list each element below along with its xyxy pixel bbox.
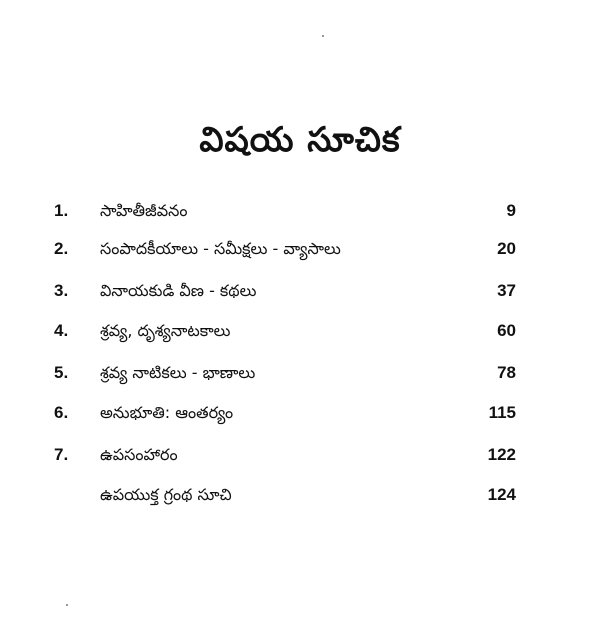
toc-label: వినాయకుడి వీణ - కథలు <box>100 281 257 300</box>
toc-page-number: 122 <box>487 445 516 464</box>
scan-speck <box>66 604 68 606</box>
toc-label: ఉపయుక్త గ్రంథ సూచి <box>100 485 232 504</box>
toc-page-number: 37 <box>497 281 516 300</box>
scan-speck <box>322 35 324 37</box>
toc-number: 3. <box>54 281 69 300</box>
toc-label: ఉపసంహారం <box>100 445 178 464</box>
toc-row <box>0 316 600 346</box>
toc-row <box>0 196 600 226</box>
toc-label: అనుభూతి: ఆంతర్యం <box>100 403 234 422</box>
page-title: విషయ సూచిక <box>199 120 401 160</box>
toc-page-number: 115 <box>488 403 516 422</box>
toc-label: సాహితీజీవనం <box>100 201 188 220</box>
toc-number: 1. <box>54 201 69 220</box>
toc-number: 6. <box>54 403 69 422</box>
toc-page-number: 20 <box>497 239 516 258</box>
toc-label: శ్రవ్య, దృశ్యనాటకాలు <box>100 321 231 340</box>
toc-row <box>0 440 600 470</box>
toc-row <box>0 234 600 264</box>
toc-page-number: 78 <box>497 363 516 382</box>
toc-row <box>0 398 600 428</box>
toc-number: 5. <box>54 363 69 382</box>
toc-number: 7. <box>54 445 69 464</box>
toc-page-number: 124 <box>487 485 516 504</box>
toc-page-number: 60 <box>497 321 516 340</box>
toc-number: 4. <box>54 321 69 340</box>
toc-page-number: 9 <box>506 201 516 220</box>
toc-label: సంపాదకీయాలు - సమీక్షలు - వ్యాసాలు <box>100 239 341 258</box>
toc-row <box>0 358 600 388</box>
toc-row <box>0 276 600 306</box>
toc-number: 2. <box>54 239 69 258</box>
toc-label: శ్రవ్య నాటికలు - భాణాలు <box>100 363 256 382</box>
toc-row <box>0 480 600 510</box>
